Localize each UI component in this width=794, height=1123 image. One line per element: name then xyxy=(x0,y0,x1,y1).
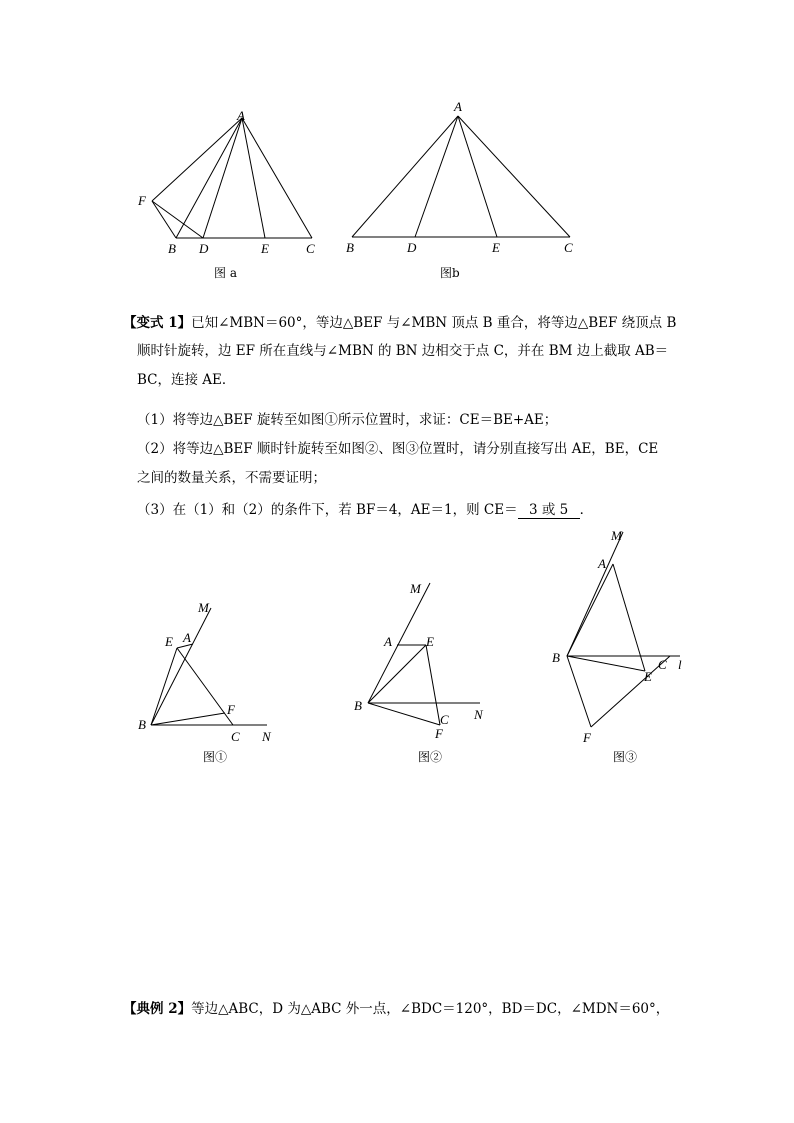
point-label-b: B xyxy=(346,240,354,255)
point-label-b: B xyxy=(354,698,362,713)
point-label-e: E xyxy=(492,240,500,255)
point-label-a: A xyxy=(598,556,606,571)
variant1-text-line1: 已知∠MBN＝60°，等边△BEF 与∠MBN 顶点 B 重合，将等边△BEF 绕顶点 B xyxy=(191,315,677,331)
point-label-a: A xyxy=(183,630,191,645)
point-label-f: F xyxy=(435,726,443,738)
point-label-e: E xyxy=(644,669,652,684)
point-label-m: M xyxy=(611,528,622,543)
point-label-e: E xyxy=(261,241,269,256)
point-label-f: F xyxy=(138,193,146,208)
question3-answer: 3 或 5 xyxy=(518,498,580,519)
point-label-m: M xyxy=(198,600,209,615)
variant1-question2b: 之间的数量关系，不需要证明； xyxy=(137,470,326,486)
point-label-e: E xyxy=(165,634,173,649)
point-label-b: B xyxy=(138,717,146,732)
point-label-b: B xyxy=(552,650,560,665)
figure-1 xyxy=(135,598,285,748)
point-label-d: D xyxy=(199,241,209,256)
variant1-question2a: （2）将等边△BEF 顺时针旋转至如图②、图③位置时，请分别直接写出 AE，BE，CE xyxy=(137,441,659,457)
figure-a xyxy=(130,105,330,265)
point-label-f: F xyxy=(227,702,235,717)
figure-b-caption: 图b xyxy=(440,266,460,280)
point-label-c: C xyxy=(306,241,315,256)
figure-2-caption: 图② xyxy=(418,750,443,764)
figure-1-caption: 图① xyxy=(203,750,228,764)
figure-2 xyxy=(350,578,495,738)
example2-text: 等边△ABC，D 为△ABC 外一点，∠BDC＝120°，BD＝DC，∠MDN＝60°， xyxy=(191,1001,670,1017)
point-label-b: B xyxy=(168,241,176,256)
example2-tag: 【典例 2】 xyxy=(123,1001,192,1017)
figure-3-caption: 图③ xyxy=(613,750,638,764)
point-label-c: C xyxy=(231,729,240,744)
point-label-a: A xyxy=(454,99,462,114)
point-label-c: C xyxy=(440,712,449,727)
question3-suffix: ． xyxy=(579,502,594,518)
example2-line xyxy=(123,997,669,1017)
variant1-tag: 【变式 1】 xyxy=(123,315,192,331)
figure-b xyxy=(340,96,585,261)
point-label-n: N xyxy=(474,707,483,722)
point-label-n: l xyxy=(678,657,682,672)
point-label-a: A xyxy=(237,108,245,123)
point-label-a: A xyxy=(384,634,392,649)
point-label-f: F xyxy=(583,730,591,743)
variant1-line1 xyxy=(123,311,676,331)
point-label-n: N xyxy=(262,729,271,744)
figure-a-caption: 图 a xyxy=(214,266,237,280)
point-label-e: E xyxy=(426,634,434,649)
point-label-d: D xyxy=(407,240,417,255)
point-label-m: M xyxy=(410,581,421,596)
variant1-question1: （1）将等边△BEF 旋转至如图①所示位置时，求证：CE＝BE+AE； xyxy=(137,412,558,428)
variant1-question3 xyxy=(137,498,593,519)
point-label-c: C xyxy=(658,657,667,672)
variant1-line3: BC，连接 AE． xyxy=(137,372,236,388)
point-label-c: C xyxy=(564,240,573,255)
question3-prefix: （3）在（1）和（2）的条件下，若 BF＝4，AE＝1，则 CE＝ xyxy=(137,502,518,518)
variant1-line2: 顺时针旋转，边 EF 所在直线与∠MBN 的 BN 边相交于点 C，并在 BM 边上截取 AB＝ xyxy=(137,343,669,359)
figure-3 xyxy=(545,528,690,743)
